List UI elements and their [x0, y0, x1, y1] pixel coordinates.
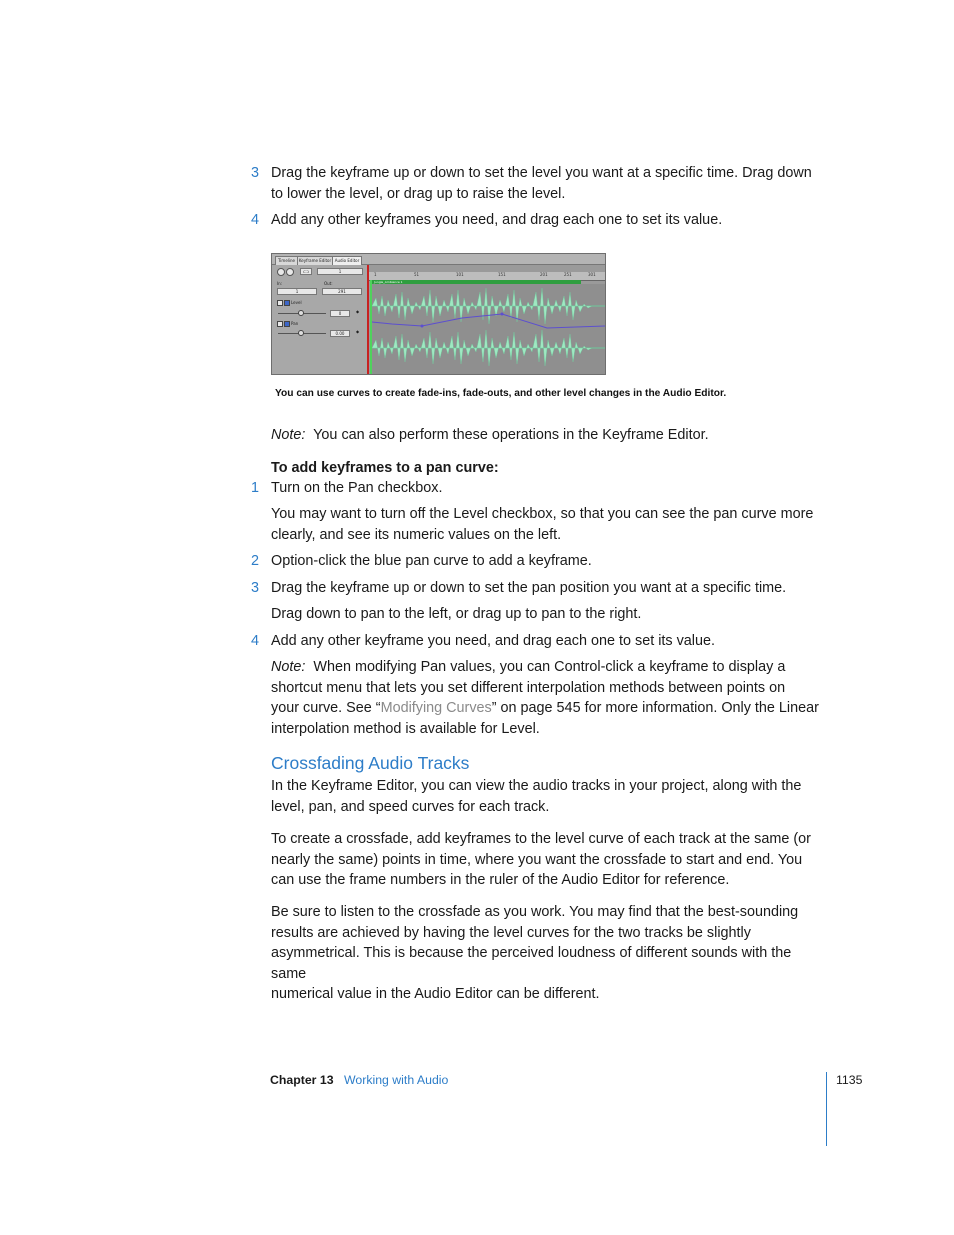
step-number: 2	[251, 553, 260, 569]
tab-keyframe-editor: Keyframe Editor	[298, 258, 332, 263]
keyframe-add-icon: ◆	[356, 309, 360, 314]
note-label: Note:	[271, 427, 306, 443]
body-paragraph: Be sure to listen to the crossfade as you work. You may find that the best-sounding results are achieved by having the level curves for the two tracks be slightly asymmetrical. This is because the perceived loudness of different sounds with the same numerical value in the Audio Editor can be different.	[271, 904, 799, 1002]
level-color-swatch	[284, 300, 290, 306]
ruler-tick: 251	[564, 272, 572, 277]
step-text: Drag the keyframe up or down to set the level you want at a specific time. Drag down to lower the level, or drag up to raise the level.	[271, 165, 812, 202]
play-button-icon	[277, 268, 285, 276]
ruler-tick: 301	[588, 272, 596, 277]
pan-field: 0.00	[330, 330, 350, 337]
step-number: 3	[251, 165, 260, 181]
pan-label: Pan	[291, 321, 299, 326]
ruler-tick: 101	[456, 272, 464, 277]
step-text: Add any other keyframes you need, and drag each one to set its value.	[271, 212, 723, 228]
page-number: 1135	[836, 1073, 863, 1087]
tab-timeline: Timeline	[275, 256, 298, 265]
audio-track-bar: Jungle_Ambience 1	[372, 280, 581, 284]
tab-bar	[272, 254, 605, 265]
keyframe-add-icon: ◆	[356, 329, 360, 334]
modifying-curves-link[interactable]: Modifying Curves	[380, 700, 492, 716]
note	[271, 425, 827, 446]
note-label: Note:	[271, 659, 306, 675]
level-label: Level	[291, 300, 302, 305]
procedure-heading: To add keyframes to a pan curve:	[271, 460, 499, 476]
step-number: 1	[251, 480, 260, 496]
tab-audio-editor: Audio Editor	[332, 256, 362, 265]
note-text: You can also perform these operations in the Keyframe Editor.	[313, 427, 709, 443]
step-text: Add any other keyframe you need, and drag each one to set its value.	[271, 633, 715, 649]
loop-button-icon	[286, 268, 294, 276]
in-field: 1	[277, 288, 317, 295]
step-text: Option-click the blue pan curve to add a keyframe.	[271, 553, 592, 569]
level-field: 0	[330, 310, 350, 317]
in-point-marker	[370, 280, 372, 374]
figure-caption: You can use curves to create fade-ins, fade-outs, and other level changes in the Audio Editor.	[275, 388, 727, 399]
section-heading: Crossfading Audio Tracks	[271, 753, 470, 773]
note: Note: When modifying Pan values, you can Control-click a keyframe to display a shortcut menu that lets you set different interpolation methods between points on your curve. See “Modifying Curves” on page 545 for more information. Only the Linear interpolation method is available for Level.	[271, 659, 819, 737]
ruler-tick: 1	[374, 272, 377, 277]
pan-checkbox	[277, 321, 283, 327]
step-detail: Drag down to pan to the left, or drag up to pan to the right.	[271, 606, 642, 622]
lock-button-icon: ⊂⊃	[300, 268, 312, 275]
pan-color-swatch	[284, 321, 290, 327]
ruler-tick: 201	[540, 272, 548, 277]
level-checkbox	[277, 300, 283, 306]
body-paragraph: To create a crossfade, add keyframes to the level curve of each track at the same (or nearly the same) points in time, where you want the crossfade to start and end. You can use the frame numbers in the ruler of the Audio Editor for reference.	[271, 831, 811, 888]
audio-editor-screenshot	[271, 253, 606, 375]
playhead-marker	[367, 265, 369, 374]
parameter-panel	[272, 265, 368, 374]
step-detail: You may want to turn off the Level checkbox, so that you can see the pan curve more clearly, and see its numeric values on the left.	[271, 506, 814, 543]
step-number: 4	[251, 212, 260, 228]
out-label: Out:	[324, 281, 333, 286]
footer-rule	[826, 1072, 827, 1146]
ruler-tick: 151	[498, 272, 506, 277]
pan-slider-knob	[298, 330, 304, 336]
waveform-display	[372, 284, 605, 374]
out-field: 291	[322, 288, 362, 295]
body-paragraph: In the Keyframe Editor, you can view the audio tracks in your project, along with the level, pan, and speed curves for each track.	[271, 778, 802, 815]
step-text: Drag the keyframe up or down to set the pan position you want at a specific time.	[271, 580, 787, 596]
level-slider-knob	[298, 310, 304, 316]
footer-chapter-title[interactable]: Working with Audio	[344, 1073, 449, 1087]
step-number: 3	[251, 580, 260, 596]
ruler-tick: 51	[414, 272, 420, 277]
start-field: 1	[317, 268, 363, 275]
step-text: Turn on the Pan checkbox.	[271, 480, 443, 496]
footer-chapter: Chapter 13	[270, 1073, 334, 1087]
step-number: 4	[251, 633, 260, 649]
in-label: In:	[277, 281, 283, 286]
